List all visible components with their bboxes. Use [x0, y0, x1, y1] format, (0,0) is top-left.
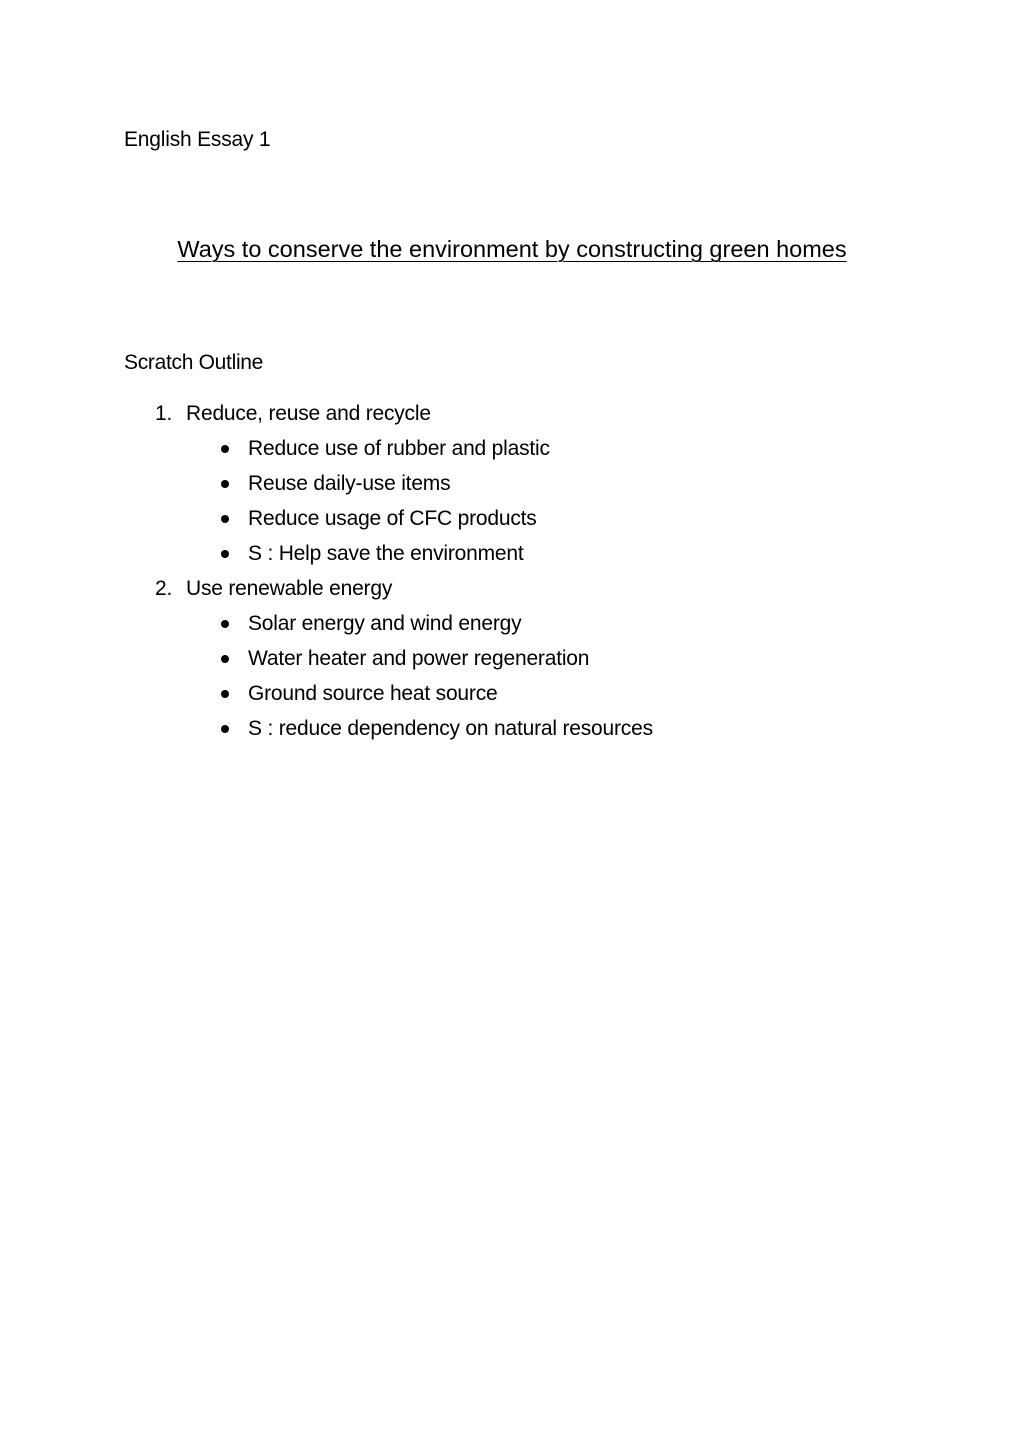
bullet-dot-icon [221, 620, 229, 628]
bullet-item [0, 680, 1024, 715]
bullet-list [0, 435, 1024, 575]
bullet-text: S : reduce dependency on natural resources [248, 717, 653, 740]
outline-item-number: 2. [155, 577, 173, 600]
bullet-text: Water heater and power regeneration [248, 647, 590, 670]
bullet-dot-icon [221, 655, 229, 663]
document-label: English Essay 1 [124, 128, 271, 151]
outline-item [0, 575, 1024, 750]
bullet-item [0, 610, 1024, 645]
bullet-item [0, 645, 1024, 680]
essay-title-text: Ways to conserve the environment by constructing green homes [177, 236, 847, 262]
outline-item-heading [0, 575, 1024, 610]
bullet-text: Reuse daily-use items [248, 472, 451, 495]
essay-title [0, 234, 1024, 264]
section-heading: Scratch Outline [124, 351, 264, 374]
outline-item-number: 1. [155, 402, 173, 425]
scratch-outline-list [0, 400, 1024, 750]
bullet-dot-icon [221, 725, 229, 733]
outline-item-heading [0, 400, 1024, 435]
bullet-list [0, 610, 1024, 750]
outline-item [0, 400, 1024, 575]
bullet-text: Reduce usage of CFC products [248, 507, 537, 530]
bullet-text: Reduce use of rubber and plastic [248, 437, 550, 460]
outline-item-text: Reduce, reuse and recycle [186, 402, 431, 425]
bullet-text: S : Help save the environment [248, 542, 524, 565]
bullet-text: Ground source heat source [248, 682, 498, 705]
bullet-dot-icon [221, 515, 229, 523]
bullet-item [0, 435, 1024, 470]
outline-item-text: Use renewable energy [186, 577, 393, 600]
bullet-dot-icon [221, 690, 229, 698]
bullet-item [0, 505, 1024, 540]
bullet-dot-icon [221, 480, 229, 488]
bullet-dot-icon [221, 445, 229, 453]
bullet-item [0, 540, 1024, 575]
bullet-text: Solar energy and wind energy [248, 612, 522, 635]
bullet-item [0, 470, 1024, 505]
bullet-dot-icon [221, 550, 229, 558]
bullet-item [0, 715, 1024, 750]
